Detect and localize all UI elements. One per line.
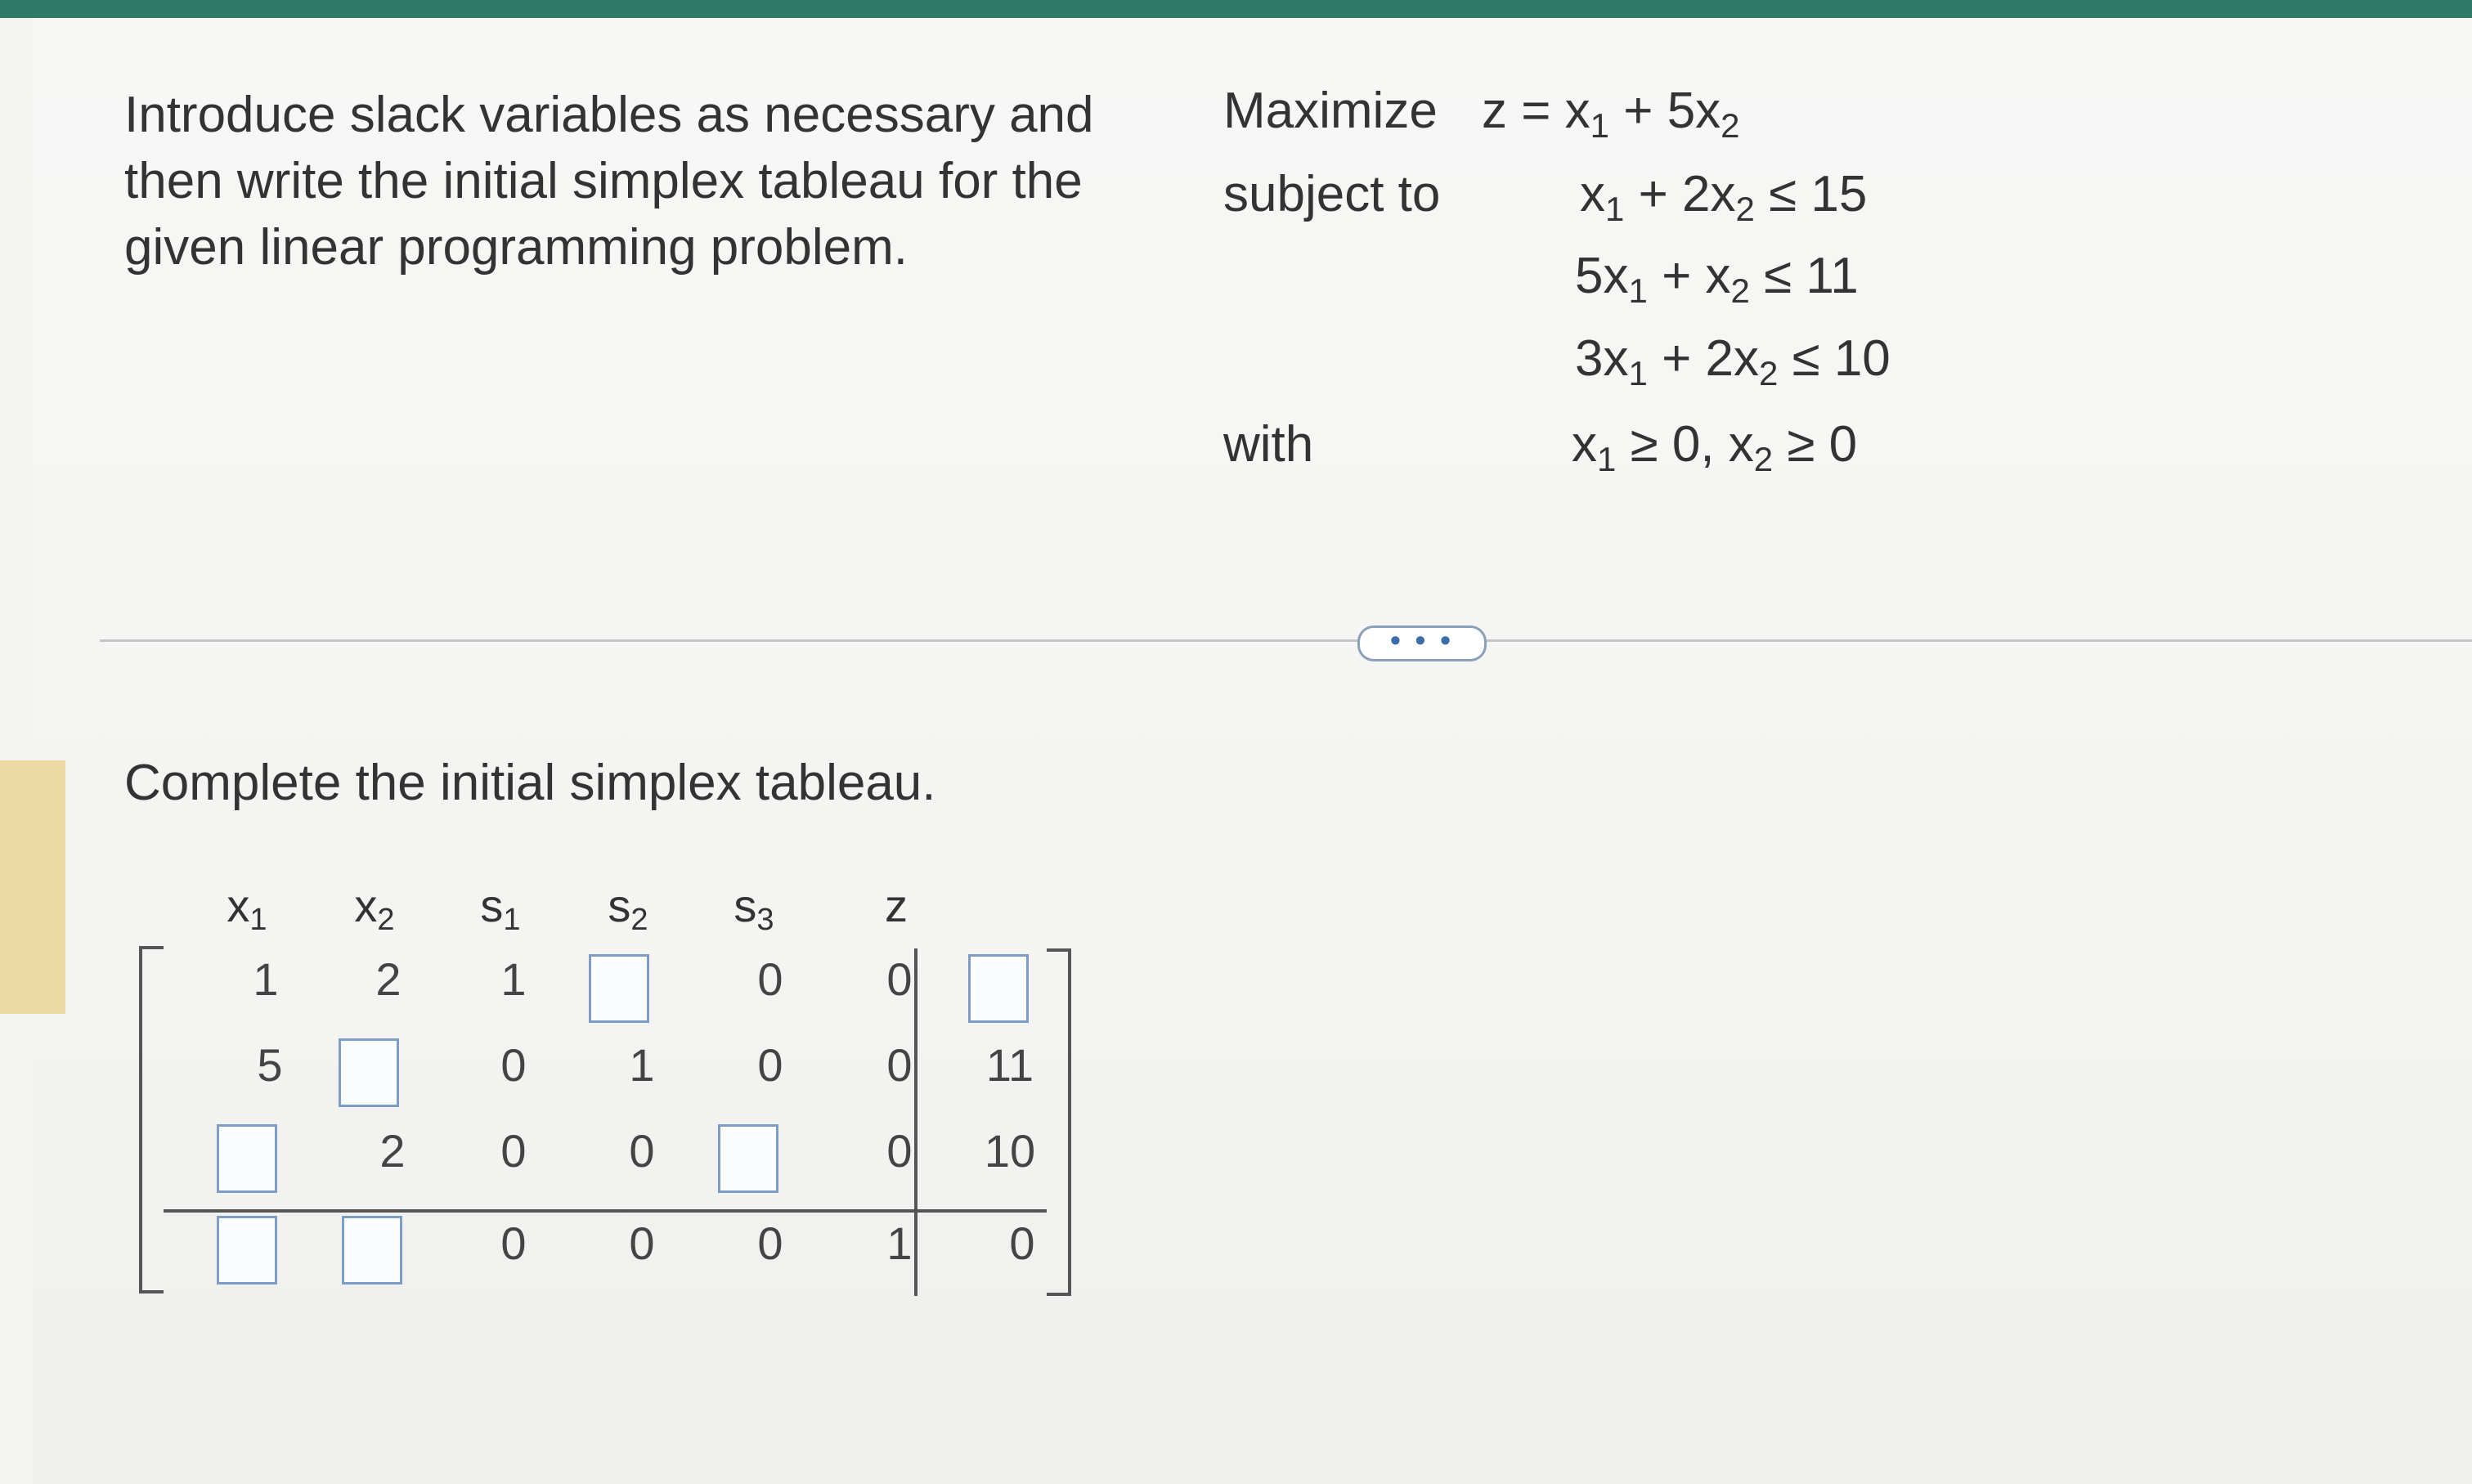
- cell-r3-x2: 2: [379, 1125, 406, 1177]
- answer-box-r4-x2[interactable]: [342, 1216, 402, 1284]
- subject-to-label: subject to: [1223, 166, 1441, 222]
- cell-r1-z: 0: [886, 953, 913, 1005]
- objective-row-divider: [164, 1209, 1047, 1213]
- objective-function: $z = x_1 + 5x_2$: [1482, 83, 1740, 145]
- cell-r3-s1: 0: [500, 1125, 527, 1177]
- cell-r4-rhs: 0: [1009, 1217, 1035, 1269]
- with-label: with: [1223, 416, 1314, 473]
- tableau-prompt: Complete the initial simplex tableau.: [124, 755, 936, 811]
- header-x1: $x_1$: [227, 880, 267, 937]
- cell-r1-x2: 2: [375, 953, 402, 1005]
- header-s3: $s_3$: [734, 880, 774, 937]
- cell-r1-x1: 1: [253, 953, 279, 1005]
- cell-r2-s3: 0: [757, 1039, 783, 1091]
- header-s2: $s_2$: [608, 880, 648, 937]
- cell-r3-rhs: 10: [984, 1125, 1036, 1177]
- answer-box-r3-s3[interactable]: [718, 1124, 778, 1193]
- cell-r4-z: 1: [886, 1217, 913, 1269]
- cell-r4-s1: 0: [500, 1217, 527, 1269]
- cell-r3-s2: 0: [629, 1125, 655, 1177]
- cell-r4-s3: 0: [757, 1217, 783, 1269]
- cell-r2-z: 0: [886, 1039, 913, 1091]
- cell-r4-s2: 0: [629, 1217, 655, 1269]
- side-tab[interactable]: [0, 760, 65, 1014]
- cell-r3-z: 0: [886, 1125, 913, 1177]
- constraint-1: $x_1 + 2x_2 \le 15$: [1580, 166, 1868, 228]
- more-button[interactable]: [1357, 625, 1487, 661]
- nonnegativity-constraint: $x_1 \ge 0$, $x_2 \ge 0$: [1572, 416, 1858, 478]
- instruction-line: Introduce slack variables as necessary and: [124, 87, 1094, 143]
- cell-r2-rhs: 11: [985, 1039, 1034, 1091]
- answer-box-r4-x1[interactable]: [217, 1216, 277, 1284]
- cell-r2-s2: 1: [629, 1039, 655, 1091]
- instruction-line: then write the initial simplex tableau for the: [124, 153, 1083, 209]
- section-divider: [100, 639, 2472, 642]
- answer-box-r1-rhs[interactable]: [968, 954, 1029, 1023]
- header-x2: $x_2$: [354, 880, 395, 937]
- constraint-3: $3x_1 + 2x_2 \le 10$: [1575, 330, 1891, 392]
- answer-box-r3-x1[interactable]: [217, 1124, 277, 1193]
- ellipsis-icon: • • •: [1390, 623, 1454, 657]
- header-s1: $s_1$: [480, 880, 521, 937]
- cell-r2-s1: 0: [500, 1039, 527, 1091]
- matrix-left-bracket: [139, 946, 164, 1293]
- instructions: [124, 82, 1163, 280]
- top-bar: [0, 0, 2472, 18]
- answer-box-r2-x2[interactable]: [339, 1038, 399, 1107]
- cell-r2-x1: 5: [257, 1039, 283, 1091]
- constraint-2: $5x_1 + x_2 \le 11$: [1575, 248, 1859, 310]
- header-z: z: [885, 880, 908, 931]
- instruction-line: given linear programming problem.: [124, 219, 908, 276]
- maximize-label: Maximize: [1223, 83, 1438, 139]
- answer-box-r1-s2[interactable]: [589, 954, 649, 1023]
- cell-r1-s1: 1: [500, 953, 527, 1005]
- cell-r1-s3: 0: [757, 953, 783, 1005]
